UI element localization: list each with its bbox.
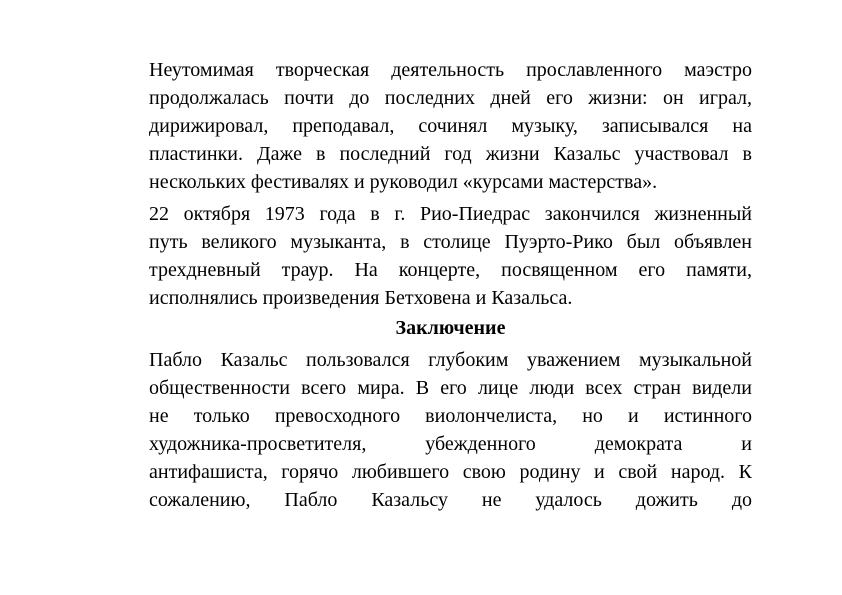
document-page — [149, 56, 752, 514]
text-line: антифашиста, горячо любившего свою родину и свой народ. К — [149, 461, 752, 483]
text-line: трехдневный траур. На концерте, посвященном его памяти, — [149, 259, 752, 281]
text-line: 22 октября 1973 года в г. Рио-Пиедрас закончился жизненный — [149, 203, 752, 225]
text-line: нескольких фестивалях и руководил «курсами мастерства». — [149, 171, 658, 193]
text-line: общественности всего мира. В его лице люди всех стран видели — [149, 377, 752, 399]
text-line: исполнялись произведения Бетховена и Казальса. — [149, 287, 573, 309]
text-line: пластинки. Даже в последний год жизни Казальс участвовал в — [149, 143, 752, 165]
text-line: сожалению, Пабло Казальсу не удалось дожить до — [149, 489, 752, 511]
paragraph-conclusion — [149, 346, 752, 514]
text-line: Пабло Казальс пользовался глубоким уважением музыкальной — [149, 349, 752, 371]
section-heading: Заключение — [395, 317, 506, 339]
text-line: продолжалась почти до последних дней его жизни: он играл, — [149, 87, 752, 109]
paragraph-death — [149, 200, 752, 312]
text-line: путь великого музыканта, в столице Пуэрто-Рико был объявлен — [149, 231, 752, 253]
text-line: дирижировал, преподавал, сочинял музыку, записывался на — [149, 115, 752, 137]
text-line: художника-просветителя, убежденного демократа и — [149, 433, 752, 455]
text-line: Неутомимая творческая деятельность прославленного маэстро — [149, 59, 752, 81]
text-line: не только превосходного виолончелиста, но и истинного — [149, 405, 752, 427]
paragraph-career — [149, 56, 752, 196]
